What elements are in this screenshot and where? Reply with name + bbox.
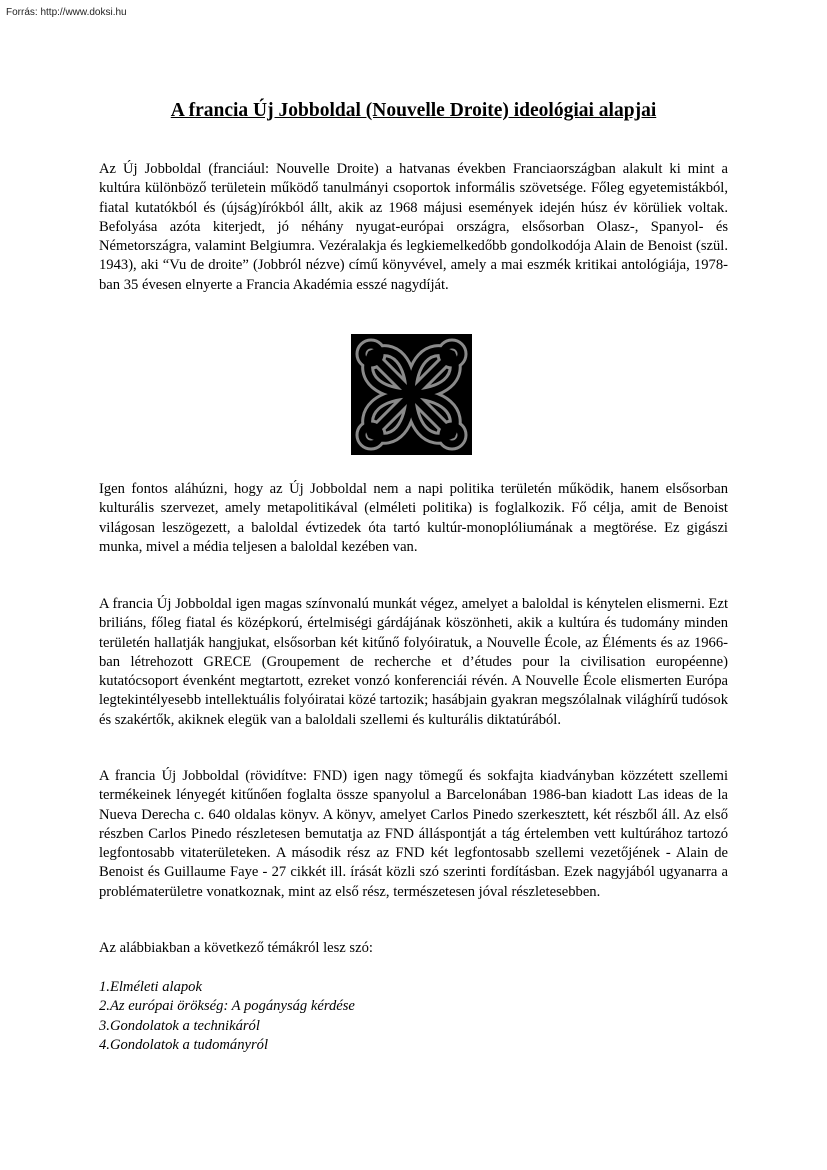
list-item: 4.Gondolatok a tudományról: [99, 1036, 269, 1053]
source-label: Forrás: http://www.doksi.hu: [6, 7, 127, 18]
paragraph-metapolitics: Igen fontos aláhúzni, hogy az Új Jobboldal nem a napi politika területén működik, hanem elsősorban kulturális szervezet, amely metapolitikával (elméleti politika) is foglalkozik. Fő célja, amit de Benoist világosan leszögezett, a baloldal évtizedek óta tartó kultúr-monoplóliumának a megtörése. Ez gigászi munka, mivel a média teljesen a baloldal kezében van.: [99, 481, 728, 555]
list-item: 2.Az európai örökség: A pogányság kérdése: [99, 998, 355, 1015]
celtic-knot-graphic: [351, 334, 472, 455]
paragraph-book: A francia Új Jobboldal (rövidítve: FND) igen nagy tömegű és sokfajta kiadványban közzétett szellemi termékeinek lényegét kitűnően foglalta össze spanyolul a Barcelonában 1986-ban kiadott Las ideas de la Nueva Derecha c. 640 oldalas könyv. A könyv, amelyet Carlos Pinedo szerkesztett, két részből áll. Az első részben Carlos Pinedo részletesen bemutatja az FND álláspontját a tág értelemben vett kultúrához tartozó legfontosabb vitaterületeken. A második rész az FND két legfontosabb szellemi vezetőjének - Alain de Benoist és Guillaume Faye - 27 cikkét ill. írását közli szó szerinti fordításban. Ezek nagyjából ugyanarra a problématerületre vonatkoznak, mint az első rész, természetesen jóval részletesebben.: [99, 768, 728, 900]
celtic-knot-icon: [351, 334, 472, 455]
list-item: 1.Elméleti alapok: [99, 979, 202, 995]
document-title: A francia Új Jobboldal (Nouvelle Droite) ideológiai alapjai: [170, 100, 657, 121]
list-item: 3.Gondolatok a technikáról: [99, 1017, 260, 1034]
paragraph-intro: Az Új Jobboldal (franciául: Nouvelle Droite) a hatvanas években Franciaországban alakult ki mint a kultúra különböző területein működő tanulmányi csoportok informális szövetsége. Főleg egyetemistákból, fiatal kutatókból és (újság)írókból állt, akik az 1968 májusi események idején húsz év körüliek voltak. Befolyása azóta kiterjedt, jó néhány nyugat-európai országra, elsősorban Olasz-, Spanyol- és Németországra, valamint Belgiumra. Vezéralakja és legkiemelkedőbb gondolkodója Alain de Benoist (szül. 1943), aki “Vu de droite” (Jobbról nézve) című könyvével, amely a mai eszmék kritikai antológiája, 1978-ban 35 évesen elnyerte a Francia Akadémia esszé nagydíját.: [99, 161, 728, 293]
paragraph-topics-intro: Az alábbiakban a következő témákról lesz szó:: [99, 940, 373, 956]
paragraph-quality: A francia Új Jobboldal igen magas színvonalú munkát végez, amelyet a baloldal is kénytelen elismerni. Ezt briliáns, főleg fiatal és középkorú, értelmiségi gárdájának köszönheti, akik a kultúra és tudomány minden területén hallatják hangjukat, elsősorban két kitűnő folyóiratuk, a Nouvelle École, az Éléments és az 1966-ban létrehozott GRECE (Groupement de recherche et d’études pour la civilisation européenne) kutatócsoport évenként megtartott, ezreket vonzó konferenciái révén. A Nouvelle École elismerten Európa legtekintélyesebb intellektuális folyóiratai közé tartozik; hasábjain gyakran megszólalnak világhírű tudósok és szakértők, akiknek elegük van a baloldali szellemi és kulturális diktatúrából.: [99, 596, 728, 728]
topic-list: [99, 978, 355, 1055]
